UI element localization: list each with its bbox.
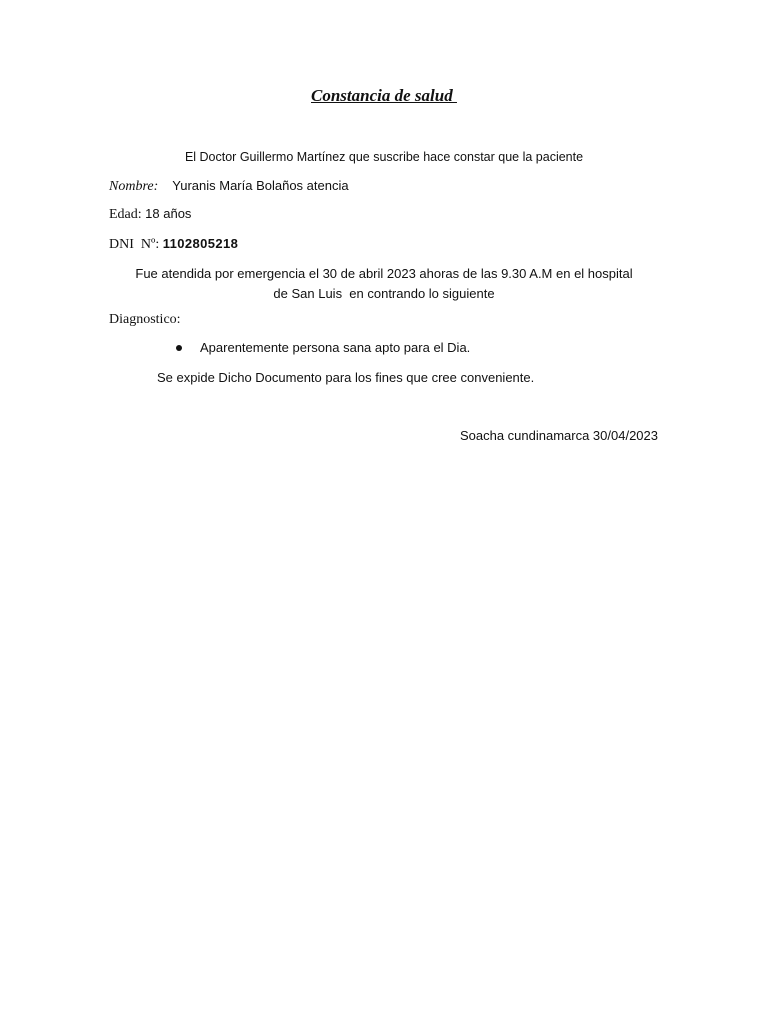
dni-value: 1102805218 (162, 236, 239, 251)
edad-label: Edad: (109, 207, 142, 222)
edad-value: 18 años (145, 206, 192, 221)
nombre-label: Nombre: (109, 179, 159, 194)
attended-line-2: de San Luis en contrando lo siguiente (273, 286, 495, 301)
bullet-icon (176, 345, 182, 351)
diagnostico-item-text: Aparentemente persona sana apto para el Dia. (200, 340, 471, 355)
attended-line-1: Fue atendida por emergencia el 30 de abril 2023 ahoras de las 9.30 A.M en el hospital (135, 266, 633, 281)
edad-row (109, 206, 191, 223)
diagnostico-label: Diagnostico: (109, 312, 181, 327)
dni-label: DNI Nº: (109, 237, 160, 252)
issued-statement: Se expide Dicho Documento para los fines que cree conveniente. (157, 370, 535, 385)
nombre-row (109, 178, 349, 195)
diagnostico-list-item (176, 340, 470, 355)
nombre-value: Yuranis María Bolaños atencia (172, 178, 349, 193)
attended-paragraph (100, 264, 668, 304)
document-title: Constancia de salud (311, 86, 457, 105)
intro-text: El Doctor Guillermo Martínez que suscribe hace constar que la paciente (184, 150, 584, 164)
place-date: Soacha cundinamarca 30/04/2023 (459, 428, 658, 443)
dni-row (109, 236, 238, 253)
